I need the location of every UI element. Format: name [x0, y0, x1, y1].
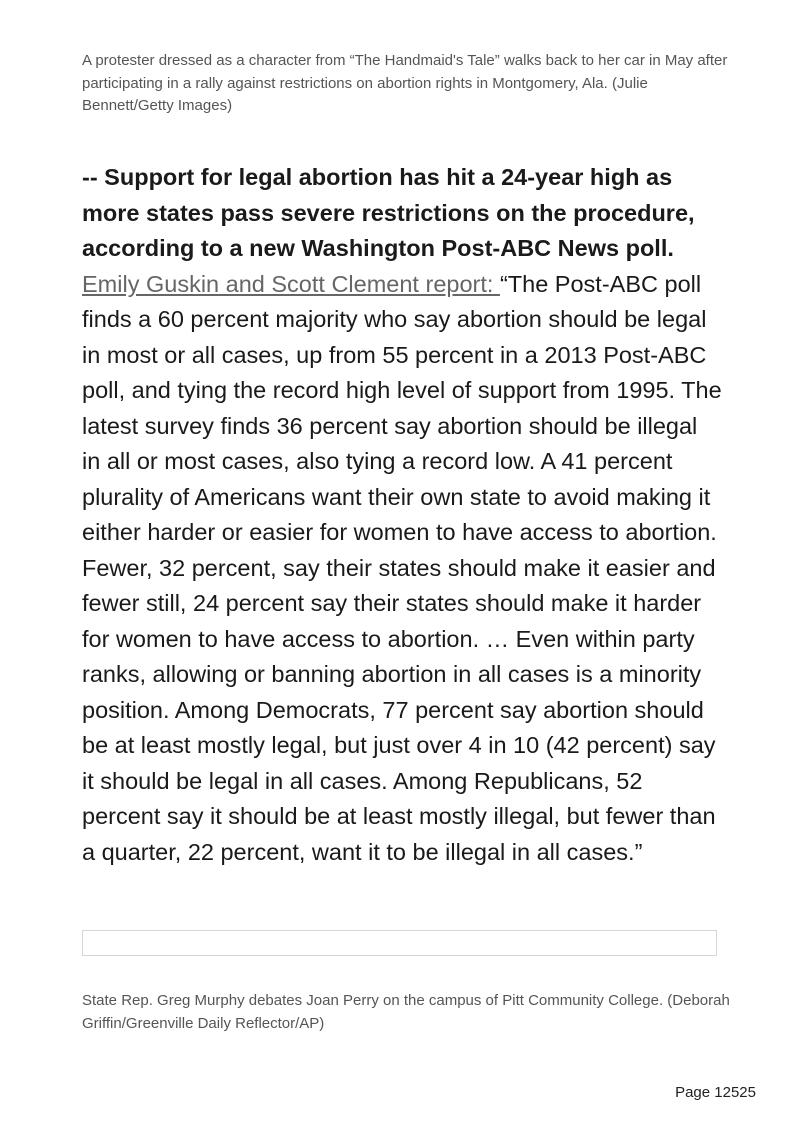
- article-headline: -- Support for legal abortion has hit a 24-year high as more states pass severe restrictions on the procedure, according to a new Washington Post-ABC News poll.: [82, 164, 695, 261]
- page-number: Page 12525: [675, 1084, 756, 1101]
- photo-caption-bottom: State Rep. Greg Murphy debates Joan Perry on the campus of Pitt Community College. (Deborah Griffin/Greenville Daily Reflector/AP): [82, 992, 730, 1032]
- photo-caption-top: A protester dressed as a character from “The Handmaid's Tale” walks back to her car in May after participating in a rally against restrictions on abortion rights in Montgomery, Ala. (Julie Bennett/Getty Images): [82, 52, 728, 114]
- article-paragraph: [82, 267, 722, 871]
- byline-link[interactable]: Emily Guskin and Scott Clement report:: [82, 270, 500, 297]
- article-quote: “The Post-ABC poll finds a 60 percent majority who say abortion should be legal in most or all cases, up from 55 percent in a 2013 Post-ABC poll, and tying the record high level of support from 1995. The latest survey finds 36 percent say abortion should be illegal in all or most cases, also tying a record low. A 41 percent plurality of Americans want their own state to avoid making it either harder or easier for women to have access to abortion. Fewer, 32 percent, say their states should make it easier and fewer still, 24 percent say their states should make it harder for women to have access to abortion. … Even within party ranks, allowing or banning abortion in all cases is a minority position. Among Democrats, 77 percent say abortion should be at least mostly legal, but just over 4 in 10 (42 percent) say it should be legal in all cases. Among Republicans, 52 percent say it should be at least mostly illegal, but fewer than a quarter, 22 percent, want it to be illegal in all cases.”: [82, 270, 722, 865]
- article-body: [82, 160, 722, 870]
- embedded-media-placeholder: [82, 930, 717, 956]
